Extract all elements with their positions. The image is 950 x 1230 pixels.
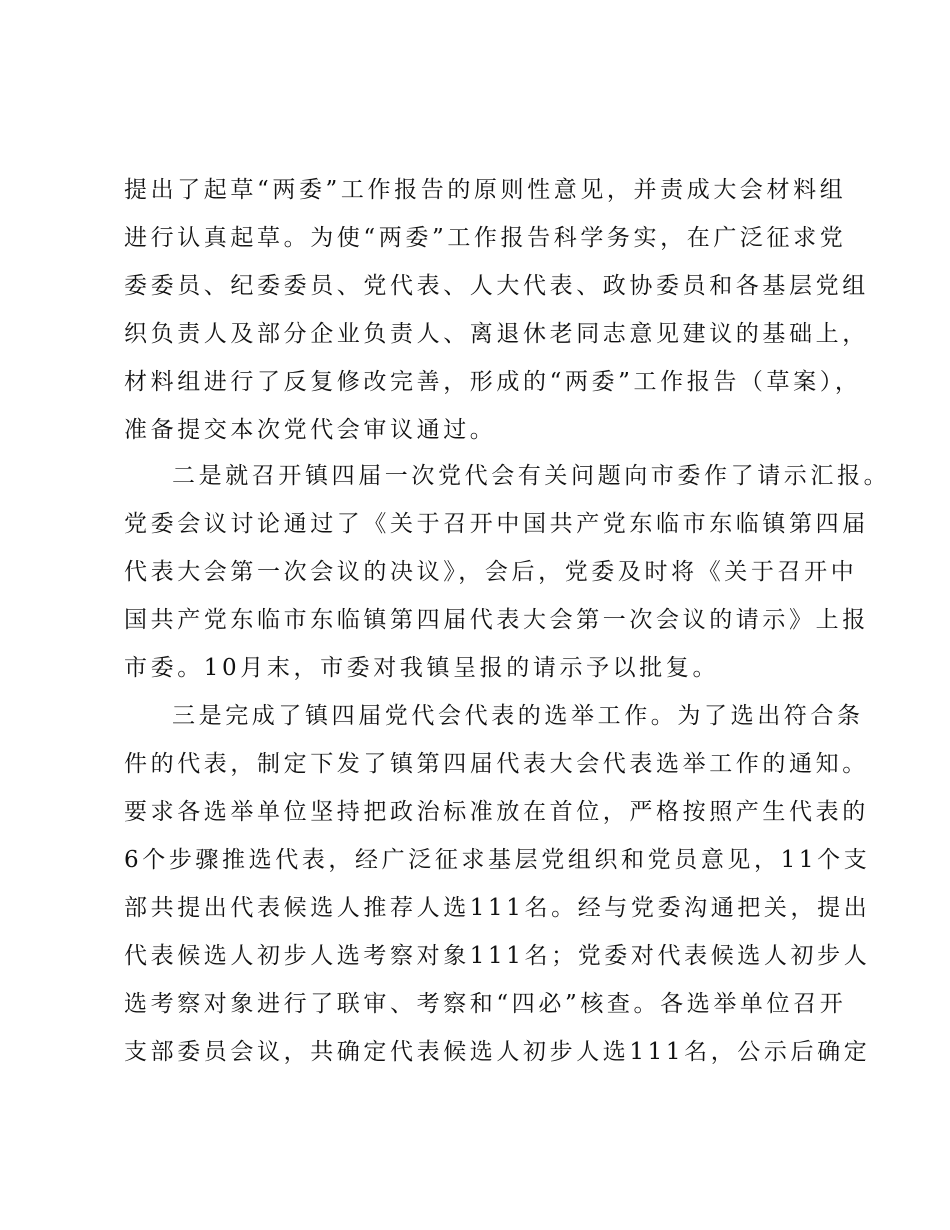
paragraph-line: 二是就召开镇四届一次党代会有关问题向市委作了请示汇报。 — [172, 463, 891, 489]
paragraph-line: 部共提出代表候选人推荐人选111名。经与党委沟通把关，提出 — [124, 895, 871, 921]
paragraph-1 — [124, 166, 869, 454]
paragraph-line: 委委员、纪委委员、党代表、人大代表、政协委员和各基层党组 — [124, 273, 869, 299]
paragraph-line: 选考察对象进行了联审、考察和“四必”核查。各选举单位召开 — [124, 991, 847, 1017]
paragraph-3 — [124, 692, 871, 1076]
paragraph-line: 党委会议讨论通过了《关于召开中国共产党东临市东临镇第四届 — [124, 511, 869, 537]
paragraph-line: 代表候选人初步人选考察对象111名；党委对代表候选人初步人 — [124, 943, 871, 969]
paragraph-line: 准备提交本次党代会审议通过。 — [124, 417, 497, 443]
paragraph-line: 要求各选举单位坚持把政治标准放在首位，严格按照产生代表的 — [124, 799, 869, 825]
paragraph-line: 代表大会第一次会议的决议》，会后，党委及时将《关于召开中 — [124, 559, 858, 585]
paragraph-line: 支部委员会议，共确定代表候选人初步人选111名，公示后确定 — [124, 1039, 871, 1065]
paragraph-2 — [124, 452, 891, 692]
paragraph-line: 件的代表，制定下发了镇第四届代表大会代表选举工作的通知。 — [124, 751, 869, 777]
paragraph-line: 国共产党东临市东临镇第四届代表大会第一次会议的请示》上报 — [124, 607, 869, 633]
paragraph-line: 材料组进行了反复修改完善，形成的“两委”工作报告（草案）， — [124, 369, 862, 395]
paragraph-line: 三是完成了镇四届党代会代表的选举工作。为了选出符合条 — [172, 703, 864, 729]
paragraph-line: 提出了起草“两委”工作报告的原则性意见，并责成大会材料组 — [124, 177, 847, 203]
paragraph-line: 6个步骤推选代表，经广泛征求基层党组织和党员意见，11个支 — [124, 847, 871, 873]
paragraph-line: 市委。10月末，市委对我镇呈报的请示予以批复。 — [124, 655, 720, 681]
paragraph-line: 织负责人及部分企业负责人、离退休老同志意见建议的基础上， — [124, 321, 869, 347]
paragraph-line: 进行认真起草。为使“两委”工作报告科学务实，在广泛征求党 — [124, 225, 847, 251]
